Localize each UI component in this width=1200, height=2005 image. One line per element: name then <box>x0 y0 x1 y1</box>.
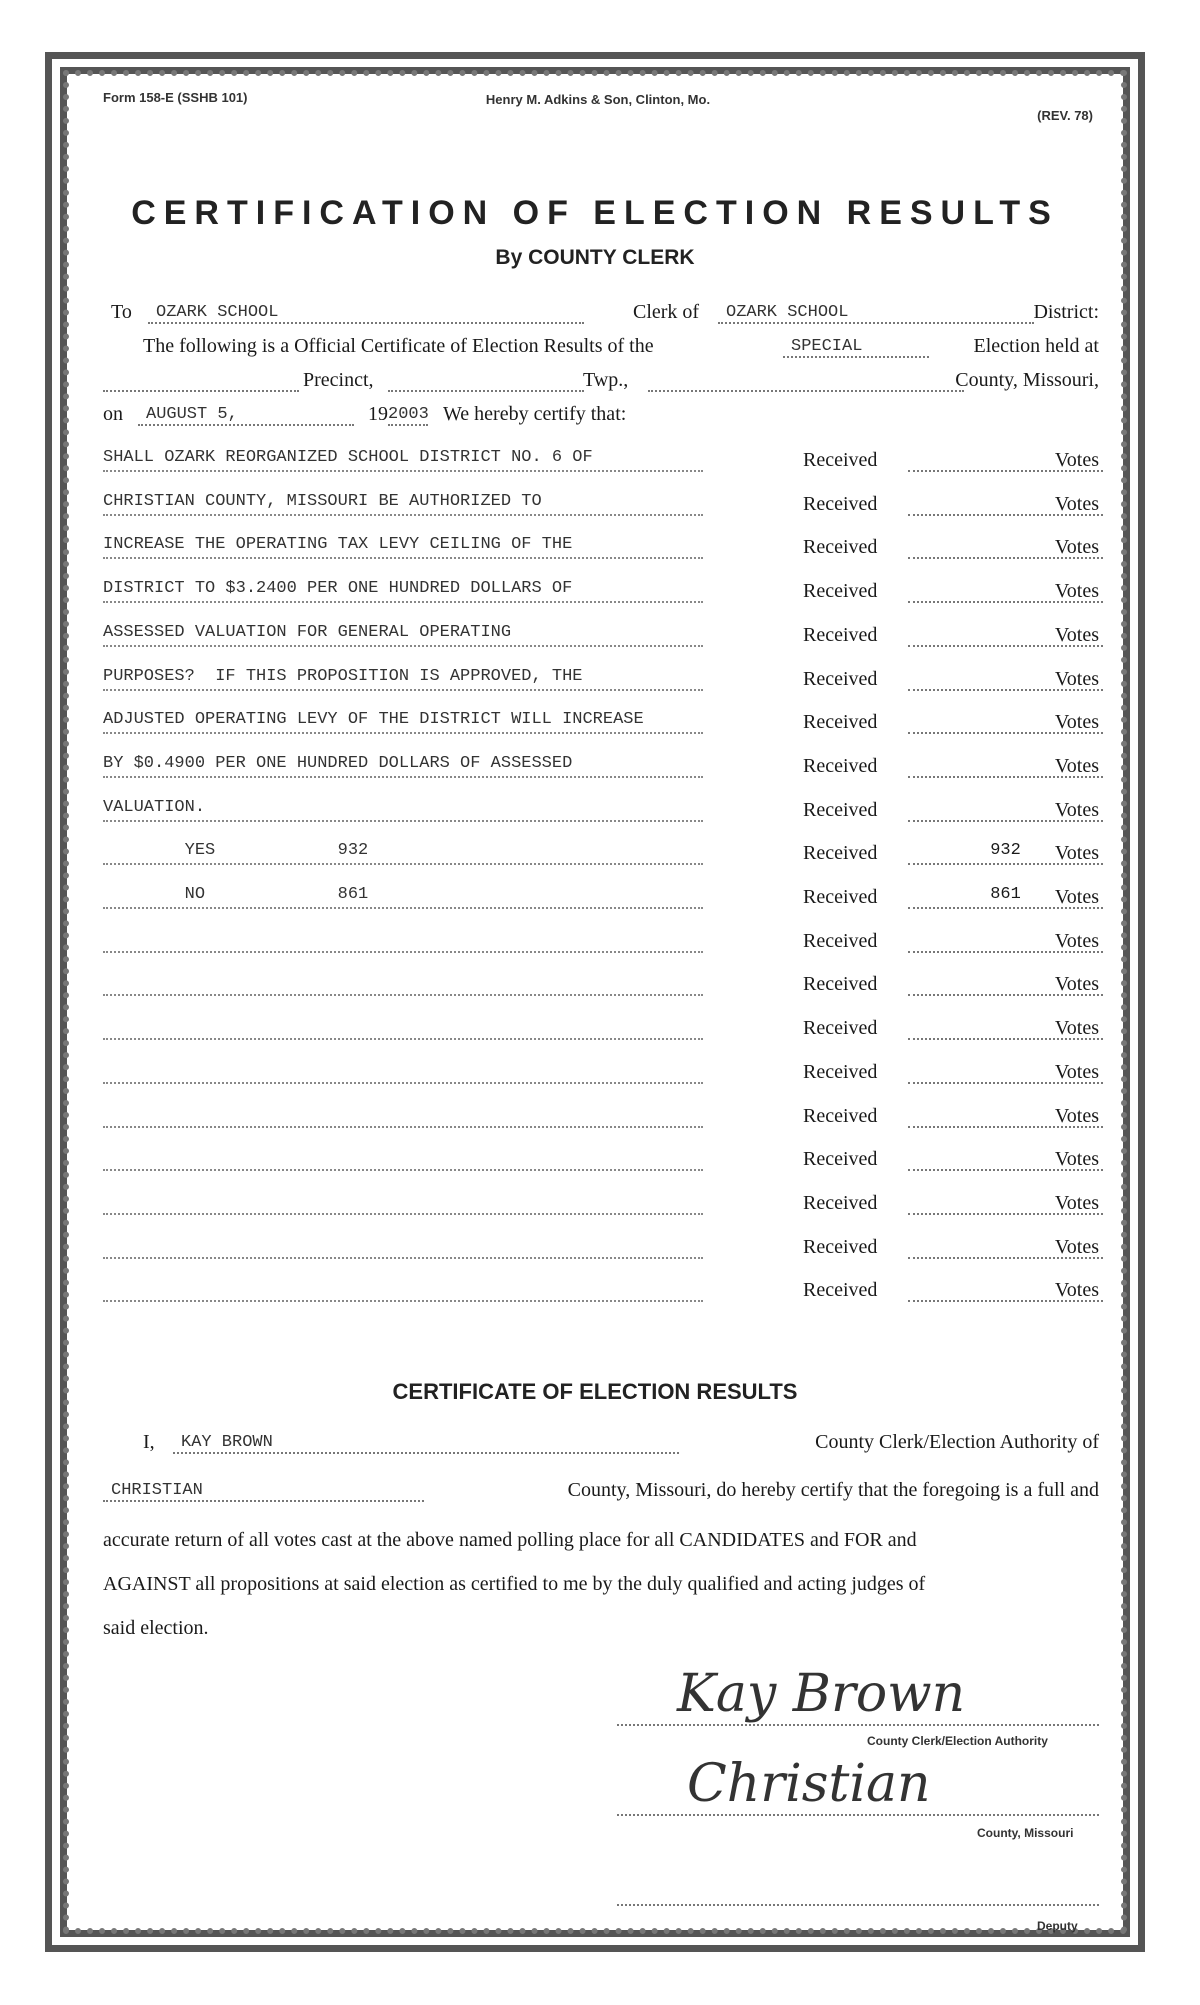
clerk-name-row <box>103 1426 1099 1460</box>
certify-text-3: AGAINST all propositions at said election as certified to me by the duly qualified and acting judges of <box>103 1573 926 1595</box>
votes-label: Votes <box>1054 1191 1099 1214</box>
votes-label: Votes <box>1054 623 1099 646</box>
document-title: CERTIFICATION OF ELECTION RESULTS <box>131 194 1059 232</box>
votes-label: Votes <box>1054 886 1099 908</box>
received-label: Received <box>803 449 878 471</box>
date-field: AUGUST 5, <box>138 405 354 426</box>
proposition-row <box>103 881 1099 915</box>
proposition-row <box>103 925 1099 959</box>
votes-label: Votes <box>1054 1148 1099 1171</box>
votes-label: Votes <box>1054 449 1099 471</box>
proposition-text: ASSESSED VALUATION FOR GENERAL OPERATING <box>103 623 703 647</box>
proposition-row <box>103 1187 1099 1221</box>
received-label: Received <box>803 1148 878 1171</box>
proposition-text <box>103 1060 703 1084</box>
county-missouri-label: County, Missouri, <box>955 369 1099 391</box>
county-signature-line <box>617 1814 1099 1816</box>
votes-label: Votes <box>1054 1279 1099 1302</box>
deputy-label: Deputy <box>1037 1919 1078 1933</box>
twp-field <box>388 390 584 392</box>
proposition-text: CHRISTIAN COUNTY, MISSOURI BE AUTHORIZED TO <box>103 492 703 516</box>
received-label: Received <box>803 580 878 603</box>
received-label: Received <box>803 886 878 908</box>
received-label: Received <box>803 1235 878 1258</box>
certify-text-1: County, Missouri, do hereby certify that the foregoing is a full and <box>567 1479 1099 1501</box>
precinct-field <box>103 390 299 392</box>
proposition-text <box>103 1191 703 1215</box>
certify-label: We hereby certify that: <box>443 403 627 425</box>
proposition-row <box>103 750 1099 784</box>
on-label: on <box>103 403 123 425</box>
proposition-text <box>103 1147 703 1171</box>
proposition-text <box>103 1104 703 1128</box>
certify-text-2: accurate return of all votes cast at the above named polling place for all CANDIDATES and FOR and <box>103 1529 917 1551</box>
proposition-text <box>103 1235 703 1259</box>
proposition-text: NO 861 <box>103 885 703 909</box>
following-row <box>103 330 1099 364</box>
form-header <box>103 90 1093 123</box>
county-signature: Christian <box>687 1754 931 1814</box>
proposition-text <box>103 1016 703 1040</box>
proposition-row <box>103 968 1099 1002</box>
certificate-title: CERTIFICATE OF ELECTION RESULTS <box>392 1379 798 1404</box>
to-field: OZARK SCHOOL <box>148 303 584 324</box>
proposition-row <box>103 663 1099 697</box>
votes-label: Votes <box>1054 798 1099 821</box>
received-label: Received <box>803 842 878 865</box>
votes-label: Votes <box>1054 492 1099 515</box>
certify-paragraph <box>103 1518 1099 1650</box>
votes-label: Votes <box>1054 1017 1099 1040</box>
votes-label: Votes <box>1054 1060 1099 1083</box>
revision: (REV. 78) <box>1037 108 1093 123</box>
proposition-text <box>103 929 703 953</box>
votes-label: Votes <box>1054 536 1099 559</box>
clerk-of-field: OZARK SCHOOL <box>718 303 1034 324</box>
received-label: Received <box>803 1017 878 1040</box>
county-field <box>648 390 964 392</box>
votes-label: Votes <box>1054 929 1099 952</box>
proposition-text <box>103 972 703 996</box>
received-label: Received <box>803 798 878 821</box>
election-type-field: SPECIAL <box>783 337 929 358</box>
received-label: Received <box>803 492 878 515</box>
received-label: Received <box>803 667 878 690</box>
vote-count: 932 <box>908 841 1103 865</box>
proposition-row <box>103 531 1099 565</box>
proposition-row <box>103 488 1099 522</box>
proposition-text: YES 932 <box>103 841 703 865</box>
votes-label: Votes <box>1054 973 1099 996</box>
proposition-row <box>103 837 1099 871</box>
precinct-label: Precinct, <box>303 369 374 391</box>
proposition-row <box>103 1056 1099 1090</box>
received-label: Received <box>803 1279 878 1302</box>
proposition-row <box>103 575 1099 609</box>
clerk-signature-label: County Clerk/Election Authority <box>867 1734 1048 1748</box>
year-field: 2003 <box>388 405 429 424</box>
i-label: I, <box>143 1431 155 1453</box>
proposition-row <box>103 619 1099 653</box>
received-label: Received <box>803 973 878 996</box>
received-label: Received <box>803 929 878 952</box>
received-label: Received <box>803 711 878 734</box>
received-label: Received <box>803 1104 878 1127</box>
precinct-row <box>103 364 1099 398</box>
proposition-row <box>103 794 1099 828</box>
district-label: District: <box>1033 301 1099 323</box>
proposition-row <box>103 444 1099 478</box>
clerk-name-field: KAY BROWN <box>173 1433 679 1454</box>
county-name-field: CHRISTIAN <box>103 1481 424 1502</box>
votes-label: Votes <box>1054 580 1099 603</box>
clerk-signature: Kay Brown <box>677 1664 966 1724</box>
vote-count: 861 <box>908 885 1103 909</box>
election-held-at-label: Election held at <box>973 335 1099 357</box>
received-label: Received <box>803 1191 878 1214</box>
proposition-row <box>103 1100 1099 1134</box>
proposition-text: SHALL OZARK REORGANIZED SCHOOL DISTRICT NO. 6 OF <box>103 448 703 472</box>
received-label: Received <box>803 536 878 559</box>
authority-of-label: County Clerk/Election Authority of <box>815 1431 1099 1453</box>
proposition-row <box>103 1143 1099 1177</box>
votes-label: Votes <box>1054 754 1099 777</box>
document-subtitle: By COUNTY CLERK <box>495 246 695 269</box>
proposition-row <box>103 1231 1099 1265</box>
clerk-signature-line <box>617 1724 1099 1726</box>
proposition-row <box>103 706 1099 740</box>
votes-label: Votes <box>1054 1104 1099 1127</box>
printer-name: Henry M. Adkins & Son, Clinton, Mo. <box>485 92 711 107</box>
proposition-text: DISTRICT TO $3.2400 PER ONE HUNDRED DOLLARS OF <box>103 579 703 603</box>
certify-text-4: said election. <box>103 1617 209 1639</box>
to-row <box>103 296 1099 330</box>
votes-label: Votes <box>1054 842 1099 865</box>
proposition-text: BY $0.4900 PER ONE HUNDRED DOLLARS OF ASSESSED <box>103 754 703 778</box>
proposition-row <box>103 1274 1099 1308</box>
received-label: Received <box>803 1060 878 1083</box>
votes-label: Votes <box>1054 667 1099 690</box>
county-name-row <box>103 1474 1099 1508</box>
proposition-text: PURPOSES? IF THIS PROPOSITION IS APPROVED, THE <box>103 667 703 691</box>
county-signature-label: County, Missouri <box>977 1826 1074 1840</box>
proposition-text: INCREASE THE OPERATING TAX LEVY CEILING OF THE <box>103 535 703 559</box>
votes-label: Votes <box>1054 711 1099 734</box>
proposition-text <box>103 1278 703 1302</box>
clerk-of-label: Clerk of <box>633 301 700 323</box>
proposition-text: VALUATION. <box>103 798 703 822</box>
following-label: The following is a Official Certificate of Election Results of the <box>143 335 654 357</box>
to-label: To <box>111 301 132 323</box>
date-row <box>103 398 1099 432</box>
proposition-text: ADJUSTED OPERATING LEVY OF THE DISTRICT WILL INCREASE <box>103 710 703 734</box>
year-prefix: 19 <box>368 403 388 425</box>
twp-label: Twp., <box>583 369 629 391</box>
votes-label: Votes <box>1054 1235 1099 1258</box>
certificate-page <box>45 52 1145 1952</box>
proposition-row <box>103 1012 1099 1046</box>
deputy-signature-line <box>617 1904 1099 1906</box>
form-number: Form 158-E (SSHB 101) <box>103 90 248 105</box>
received-label: Received <box>803 623 878 646</box>
received-label: Received <box>803 754 878 777</box>
